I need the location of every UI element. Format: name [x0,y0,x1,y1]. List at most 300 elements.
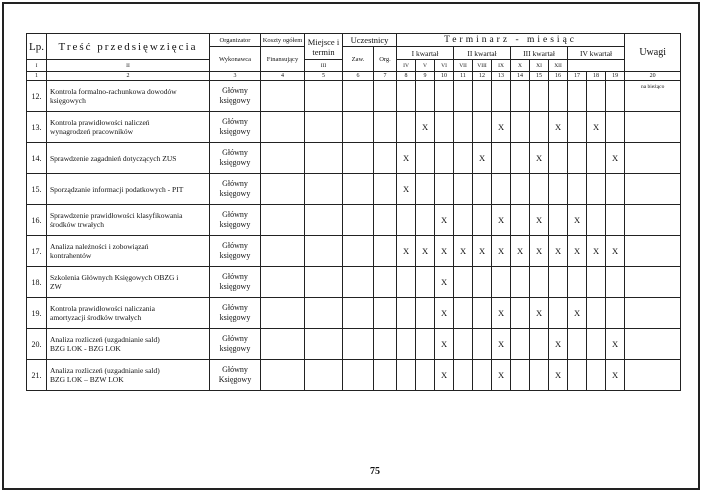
schedule-mark: X [554,339,562,349]
schedule-mark: X [573,215,581,225]
month-cell [511,360,530,391]
month-cell [530,267,549,298]
month-cell [435,174,454,205]
organizer-header: Organizator [210,34,261,47]
month-cell [606,174,625,205]
table-row [27,174,681,205]
schedule-mark: X [478,153,486,163]
zaw-cell [343,236,374,267]
column-number: 10 [435,72,454,81]
performer [210,143,261,174]
month-cell [416,360,435,391]
zaw-header: Zaw. [343,47,374,72]
month-cell [473,267,492,298]
month-cell [473,81,492,112]
month-cell [435,267,454,298]
table-row [27,112,681,143]
month-cell [549,236,568,267]
table-header [27,34,681,81]
month-cell [511,143,530,174]
month-cell [549,174,568,205]
month-cell [549,329,568,360]
remarks-cell [625,360,681,391]
performer-line: Główny [222,272,248,281]
month-cell [606,236,625,267]
performer-line: księgowy [219,127,251,136]
performer-line: Główny [222,334,248,343]
row-number: 13. [27,112,47,143]
column-number: 7 [374,72,397,81]
performer-line: Główny [222,303,248,312]
org-header: Org. [374,47,397,72]
costs-cell [261,81,305,112]
task-description [47,81,210,112]
quarter-header: III kwartał [511,47,568,60]
column-number: 4 [261,72,305,81]
month-cell [587,236,606,267]
column-number: 3 [210,72,261,81]
zaw-cell [343,360,374,391]
performer-line: księgowy [219,158,251,167]
column-number: 18 [587,72,606,81]
description-line: Kontrola prawidłowości naliczeń [50,118,150,127]
month-cell [397,174,416,205]
description-line: Szkolenia Głównych Księgowych OBZG i [50,273,179,282]
month-cell [606,112,625,143]
schedule-mark: X [554,246,562,256]
month-cell [587,298,606,329]
row-number: 12. [27,81,47,112]
month-cell [511,112,530,143]
performer-line: księgowy [219,189,251,198]
month-cell [568,174,587,205]
month-cell [454,174,473,205]
month-cell [511,329,530,360]
month-cell [492,174,511,205]
participants-header: Uczestnicy [343,34,397,47]
description-header: Treść przedsięwzięcia [47,34,210,60]
table-row [27,267,681,298]
zaw-cell [343,81,374,112]
month-cell [606,205,625,236]
month-cell [397,329,416,360]
description-line: Kontrola formalno-rachunkowa dowodów [50,87,177,96]
schedule-mark: X [478,246,486,256]
task-description [47,236,210,267]
performer-line: Główny [222,148,248,157]
month-cell [473,360,492,391]
place-time-cell [305,205,343,236]
schedule-mark: X [402,184,410,194]
schedule-mark: X [497,339,505,349]
performer-line: Główny [222,365,248,374]
row-number: 20. [27,329,47,360]
description-line: Sprawdzenie prawidłowości klasyfikowania [50,211,183,220]
month-header: V [416,60,435,72]
description-line: Sporządzanie informacji podatkowych - PIT [50,184,184,194]
place-time-cell [305,360,343,391]
month-cell [454,81,473,112]
place-time-cell [305,267,343,298]
month-cell [397,143,416,174]
schedule-mark: X [440,339,448,349]
description-line: środków trwałych [50,220,104,229]
place-time-cell [305,174,343,205]
month-cell [416,298,435,329]
description-line: Sprawdzenie zagadnień dotyczących ZUS [50,153,177,163]
task-description [47,143,210,174]
schedule-mark: X [535,246,543,256]
performer-line: księgowy [219,220,251,229]
row-number: 19. [27,298,47,329]
description-line: Analiza rozliczeń (uzgadnianie sald) [50,366,160,375]
remarks-cell [625,112,681,143]
schedule-mark: X [592,122,600,132]
description-line: Analiza należności i zobowiązań [50,242,149,251]
org-cell [374,81,397,112]
month-header: I [27,60,47,72]
zaw-cell [343,267,374,298]
remarks-cell [625,205,681,236]
performer [210,81,261,112]
schedule-mark: X [535,308,543,318]
table-body [27,81,681,391]
column-number: 16 [549,72,568,81]
table-row [27,360,681,391]
month-cell [397,298,416,329]
month-cell [568,329,587,360]
remarks-cell [625,143,681,174]
month-cell [435,205,454,236]
month-cell [492,298,511,329]
costs-cell [261,112,305,143]
performer-line: Główny [222,117,248,126]
month-cell [435,236,454,267]
month-cell [511,267,530,298]
task-description [47,267,210,298]
org-cell [374,174,397,205]
month-cell [416,81,435,112]
performer-line: Główny [222,179,248,188]
month-cell [606,267,625,298]
schedule-mark: X [402,246,410,256]
month-cell [568,236,587,267]
month-header: XI [530,60,549,72]
schedule-mark: X [421,122,429,132]
table-row [27,298,681,329]
performer [210,112,261,143]
performer [210,205,261,236]
month-cell [530,236,549,267]
quarter-header: I kwartał [397,47,454,60]
month-header: VI [435,60,454,72]
month-cell [473,329,492,360]
month-cell [492,112,511,143]
month-cell [492,267,511,298]
quarter-header: IV kwartał [568,47,625,60]
description-line: amortyzacji środków trwałych [50,313,142,322]
column-number: 20 [625,72,681,81]
month-cell [492,81,511,112]
row-number: 21. [27,360,47,391]
column-number: 19 [606,72,625,81]
column-number: 9 [416,72,435,81]
month-cell [568,360,587,391]
schedule-mark: X [440,277,448,287]
org-cell [374,112,397,143]
description-line: Kontrola prawidłowości naliczania [50,304,155,313]
column-number: 1 [27,72,47,81]
month-header: III [305,60,343,72]
schedule-mark: X [516,246,524,256]
table-row [27,143,681,174]
schedule-mark: X [535,215,543,225]
performer [210,174,261,205]
month-cell [530,174,549,205]
month-cell [435,81,454,112]
month-cell [397,360,416,391]
month-cell [511,205,530,236]
column-number: 2 [47,72,210,81]
remarks-cell [625,267,681,298]
month-cell [454,267,473,298]
row-number: 18. [27,267,47,298]
task-description [47,329,210,360]
month-cell [435,143,454,174]
month-cell [492,143,511,174]
description-line: Analiza rozliczeń (uzgadnianie sald) [50,335,160,344]
month-header: II [47,60,210,72]
month-cell [606,298,625,329]
description-line: wynagrodzeń pracowników [50,127,134,136]
month-cell [568,112,587,143]
schedule-mark: X [612,153,619,163]
place-time-header: Miejsce i termin [305,34,343,60]
schedule-mark: X [592,246,600,256]
task-description [47,205,210,236]
table-row [27,236,681,267]
schedule-mark: X [554,370,562,380]
row-number: 17. [27,236,47,267]
org-cell [374,205,397,236]
month-cell [549,298,568,329]
page-number: 75 [370,466,380,477]
performer-line: księgowy [219,251,251,260]
schedule-mark: X [612,246,619,256]
costs-cell [261,329,305,360]
month-cell [416,329,435,360]
org-cell [374,267,397,298]
lp-header: Lp. [27,34,47,60]
schedule-mark: X [440,215,448,225]
performer-line: Główny [222,241,248,250]
month-header: VII [454,60,473,72]
schedule-mark: X [497,370,505,380]
place-time-cell [305,298,343,329]
column-number: 13 [492,72,511,81]
performer-line: księgowy [219,96,251,105]
performer [210,329,261,360]
org-cell [374,329,397,360]
month-cell [530,112,549,143]
month-cell [473,112,492,143]
row-number: 14. [27,143,47,174]
month-cell [473,298,492,329]
table-row [27,329,681,360]
month-cell [511,174,530,205]
org-cell [374,298,397,329]
zaw-cell [343,174,374,205]
month-cell [568,205,587,236]
month-cell [511,298,530,329]
month-cell [606,143,625,174]
costs-cell [261,143,305,174]
costs-cell [261,298,305,329]
month-cell [454,360,473,391]
month-cell [492,236,511,267]
column-number: 6 [343,72,374,81]
month-cell [435,112,454,143]
month-cell [416,143,435,174]
month-cell [568,81,587,112]
month-cell [549,81,568,112]
month-cell [492,205,511,236]
schedule-mark: X [497,122,505,132]
performer-line: Główny [222,210,248,219]
costs-cell [261,205,305,236]
org-cell [374,236,397,267]
month-cell [492,329,511,360]
month-cell [549,360,568,391]
remarks-header: Uwagi [625,34,681,72]
remarks-cell [625,236,681,267]
costs-header: Koszty ogółem [261,34,305,47]
month-header: X [511,60,530,72]
month-cell [416,112,435,143]
column-number: 12 [473,72,492,81]
month-cell [511,236,530,267]
month-cell [454,298,473,329]
month-cell [492,360,511,391]
quarter-header: II kwartał [454,47,511,60]
schedule-mark: X [440,308,448,318]
performer-line: Księgowy [218,375,252,384]
month-cell [435,329,454,360]
remarks-cell [625,298,681,329]
schedule-mark: X [497,308,505,318]
month-cell [473,205,492,236]
task-description [47,298,210,329]
performer-header: Wykonawca [210,47,261,72]
month-cell [454,112,473,143]
org-cell [374,143,397,174]
task-description [47,112,210,143]
remarks-cell: na bieżąco [625,81,681,112]
task-description [47,174,210,205]
month-cell [587,329,606,360]
month-cell [568,298,587,329]
month-cell [454,143,473,174]
month-cell [454,205,473,236]
month-cell [416,205,435,236]
table-row [27,205,681,236]
month-cell [416,236,435,267]
remarks-cell [625,329,681,360]
month-cell [473,236,492,267]
costs-cell [261,174,305,205]
description-line: kontrahentów [50,251,92,260]
schedule-mark: X [612,370,619,380]
financing-header: Finansujący [261,47,305,72]
column-number: 11 [454,72,473,81]
schedule-mark: X [402,153,410,163]
month-cell [416,174,435,205]
month-cell [397,205,416,236]
task-description [47,360,210,391]
performer-line: Główny [222,86,248,95]
month-cell [606,81,625,112]
month-header: XII [549,60,568,72]
schedule-mark: X [573,246,581,256]
place-time-cell [305,112,343,143]
table-row [27,81,681,112]
month-header: IV [397,60,416,72]
schedule-mark: X [497,215,505,225]
column-number: 14 [511,72,530,81]
costs-cell [261,236,305,267]
month-cell [549,205,568,236]
place-time-cell [305,236,343,267]
month-cell [530,81,549,112]
month-cell [587,143,606,174]
schedule-table [26,33,681,391]
zaw-cell [343,329,374,360]
month-cell [530,329,549,360]
month-cell [568,143,587,174]
schedule-mark: X [554,122,562,132]
month-cell [549,143,568,174]
month-cell [416,267,435,298]
month-cell [606,360,625,391]
column-number: 15 [530,72,549,81]
month-cell [473,143,492,174]
row-number: 15. [27,174,47,205]
month-cell [435,298,454,329]
schedule-mark: X [459,246,467,256]
schedule-mark: X [440,370,448,380]
zaw-cell [343,112,374,143]
description-line: ZW [50,282,62,291]
month-cell [397,81,416,112]
month-cell [473,174,492,205]
zaw-cell [343,298,374,329]
month-cell [397,267,416,298]
month-cell [549,112,568,143]
month-cell [587,360,606,391]
month-cell [568,267,587,298]
month-cell [530,298,549,329]
performer-line: księgowy [219,313,251,322]
month-cell [530,360,549,391]
month-cell [549,267,568,298]
month-cell [587,112,606,143]
month-cell [454,329,473,360]
schedule-mark: X [612,339,619,349]
month-cell [606,329,625,360]
schedule-month-header: Terminarz - miesiąc [397,34,625,47]
performer-line: księgowy [219,282,251,291]
costs-cell [261,267,305,298]
